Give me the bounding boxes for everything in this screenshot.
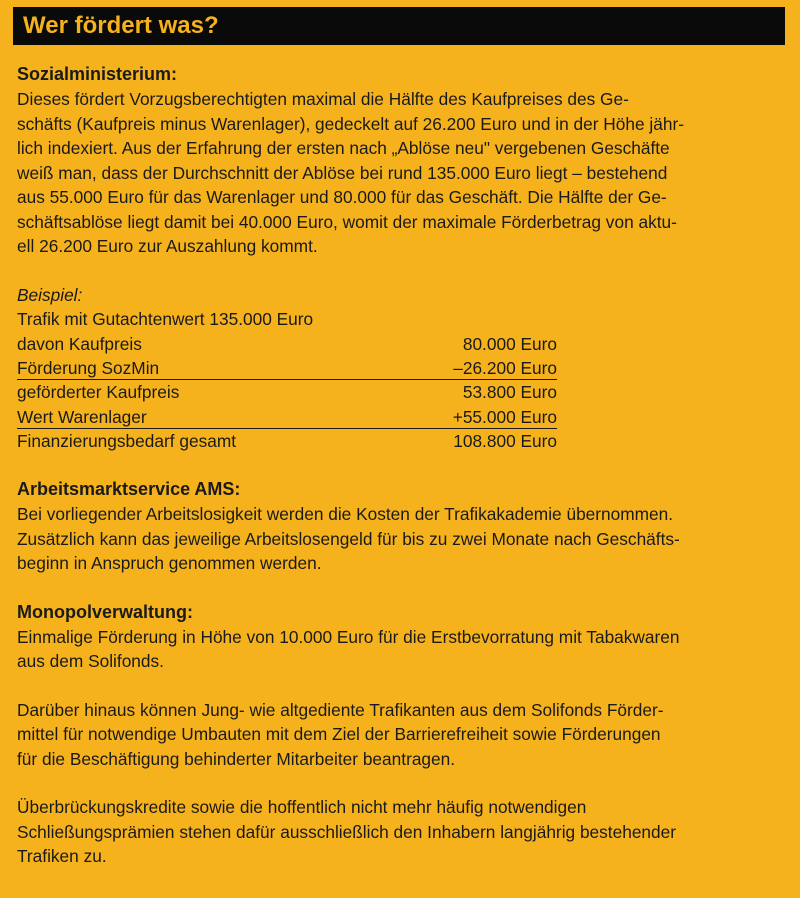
text-line: mittel für notwendige Umbauten mit dem Ziel der Barrierefreiheit sowie Förderungen (17, 724, 661, 744)
calc-label: geförderter Kaufpreis (17, 382, 180, 402)
text-line: lich indexiert. Aus der Erfahrung der ersten nach „Ablöse neu" vergebenen Geschäfte (17, 138, 670, 158)
calc-label: Finanzierungsbedarf gesamt (17, 430, 237, 451)
calc-label: Förderung SozMin (17, 358, 160, 378)
calc-row-foerderung (17, 356, 557, 380)
article-body (17, 62, 787, 869)
section-solifonds (17, 698, 787, 772)
example-intro: Trafik mit Gutachtenwert 135.000 Euro (17, 309, 314, 329)
section-heading: Sozialministerium: (17, 64, 178, 84)
text-line: Darüber hinaus können Jung- wie altgediente Trafikanten aus dem Solifonds Förder- (17, 699, 664, 720)
calc-value: 80.000 Euro (462, 333, 557, 354)
calc-label: Wert Warenlager (17, 406, 147, 427)
text-line: Zusätzlich kann das jeweilige Arbeitslosengeld für bis zu zwei Monate nach Geschäfts- (17, 528, 680, 549)
text-line: weiß man, dass der Durchschnitt der Ablöse bei rund 135.000 Euro liegt – bestehend (17, 162, 668, 183)
text-line: Bei vorliegender Arbeitslosigkeit werden die Kosten der Trafikakademie übernommen. (17, 504, 674, 524)
title-bar (13, 7, 785, 45)
section-sozialministerium (17, 62, 787, 259)
calc-value: –26.200 Euro (453, 358, 557, 378)
text-line: schäftsablöse liegt damit bei 40.000 Euro, womit der maximale Förderbetrag von aktu- (17, 211, 677, 232)
calc-row-warenlager (17, 405, 557, 429)
text-line: Dieses fördert Vorzugsberechtigten maximal die Hälfte des Kaufpreises des Ge- (17, 89, 629, 109)
calc-value: 108.800 Euro (453, 430, 557, 451)
calc-row-kaufpreis (17, 332, 557, 357)
text-line: Trafiken zu. (17, 846, 107, 866)
calc-value: 53.800 Euro (462, 382, 557, 402)
calc-label: davon Kaufpreis (17, 333, 142, 354)
calc-value: +55.000 Euro (452, 406, 557, 427)
text-line: für die Beschäftigung behinderter Mitarbeiter beantragen. (17, 748, 456, 769)
page-title: Wer fördert was? (23, 12, 219, 39)
section-kredite (17, 795, 787, 869)
text-line: aus 55.000 Euro für das Warenlager und 80.000 für das Geschäft. Die Hälfte der Ge- (17, 187, 667, 207)
section-heading: Monopolverwaltung: (17, 601, 193, 622)
text-line: aus dem Solifonds. (17, 651, 164, 671)
text-line: Schließungsprämien stehen dafür ausschließlich den Inhabern langjährig bestehender (17, 821, 677, 842)
text-line: Überbrückungskredite sowie die hoffentlich nicht mehr häufig notwendigen (17, 797, 587, 817)
calc-row-gesamt (17, 429, 557, 454)
section-heading: Arbeitsmarktservice AMS: (17, 479, 241, 499)
text-line: beginn in Anspruch genommen werden. (17, 553, 322, 573)
example-label: Beispiel: (17, 284, 83, 305)
calc-row-gefoerdert (17, 380, 557, 405)
text-line: Einmalige Förderung in Höhe von 10.000 Euro für die Erstbevorratung mit Tabakwaren (17, 626, 680, 647)
section-monopolverwaltung (17, 600, 787, 674)
section-example (17, 283, 787, 454)
text-line: ell 26.200 Euro zur Auszahlung kommt. (17, 236, 318, 256)
text-line: schäfts (Kaufpreis minus Warenlager), gedeckelt auf 26.200 Euro und in der Höhe jähr- (17, 113, 684, 134)
section-ams (17, 477, 787, 576)
